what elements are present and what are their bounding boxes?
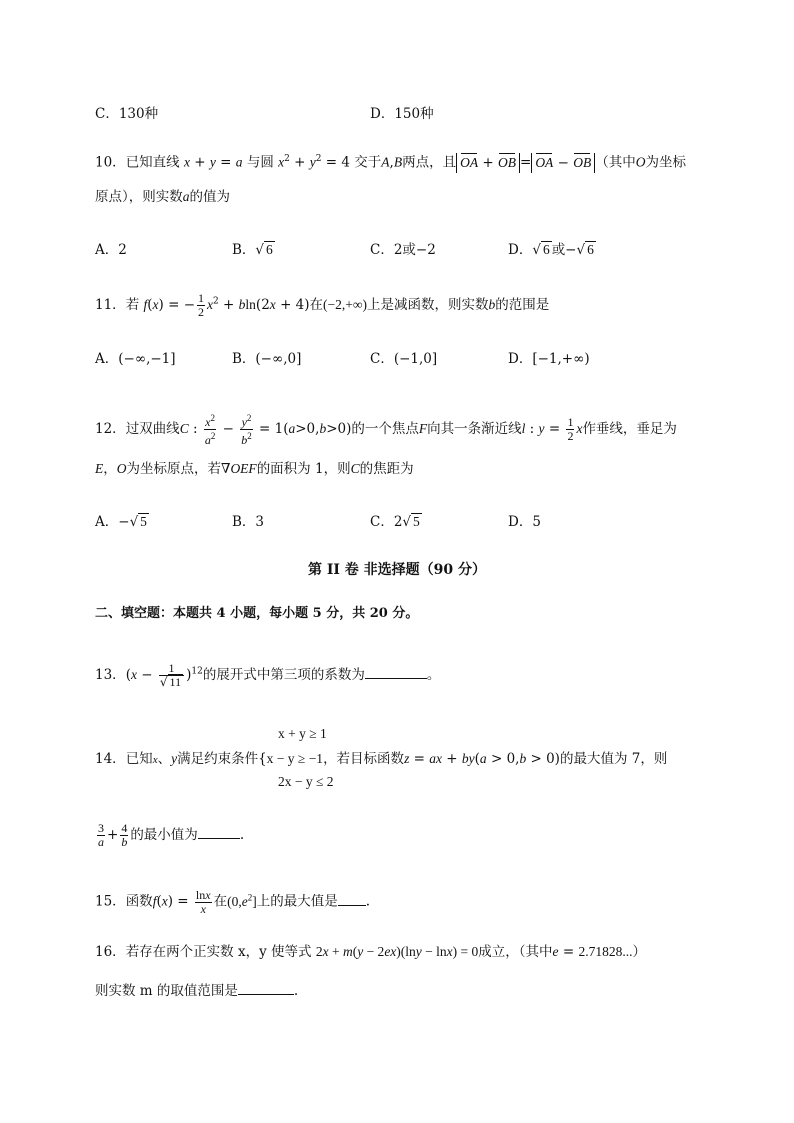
q15-stem: 15．函数f(x) = $\frac{\ln x}{x}$ 在$(0,e^2]$上的最大值是 . xyxy=(95,887,370,916)
q12-number: 12． xyxy=(95,421,126,437)
q16-stem-line1: 16．若存在两个正实数 x，y 使等式 2x + m(y − 2ex)(lny − lnx) = 0成立，（其中e = 2.71828...） xyxy=(95,944,646,960)
q15-number: 15． xyxy=(95,893,126,910)
q14-constraint-2: x − y ≥ −1 xyxy=(266,751,324,766)
q10-option-b: B．√ 6 xyxy=(232,242,273,258)
q12-option-a: A．−√ 5 xyxy=(95,514,147,530)
q11-option-d: D．[−1,+∞) xyxy=(508,351,590,367)
q11-option-a: A．(−∞,−1] xyxy=(95,351,176,367)
q10-number: 10． xyxy=(95,154,126,171)
vector-sum-abs: OA + OB xyxy=(456,153,520,173)
q10-option-c: C．2或−2 xyxy=(370,242,436,258)
q13-answer-blank[interactable] xyxy=(365,666,427,679)
q12-option-d: D．5 xyxy=(508,514,541,530)
q14-answer-blank[interactable] xyxy=(198,826,240,839)
q16-stem-line2: 则实数 m 的取值范围是 . xyxy=(95,983,299,999)
vector-diff-abs: OA − OB xyxy=(531,153,595,173)
q9-option-d: D．150种 xyxy=(370,106,434,122)
q10-option-a: A．2 xyxy=(95,242,127,258)
q15-answer-blank[interactable] xyxy=(338,893,366,906)
q10-stem-line2: 原点），则实数a的值为 xyxy=(95,189,230,205)
q12-stem-line1: 12．过双曲线C : $\frac{x^2}{a^2}$ − $\frac{y^2}{b^2}$ = 1(a>0,b>0)的一个焦点F向其一条渐近线l : y = $\frac{1}{2}$ x作垂线，垂足为 xyxy=(95,413,677,447)
q14-stem-line1: 14．已知x、y满足约束条件{x − y ≥ −1，若目标函数z = ax + by(a > 0,b > 0)的最大值为 7，则 xyxy=(95,751,668,767)
q16-answer-blank[interactable] xyxy=(238,982,294,995)
q9-option-c: C．130种 xyxy=(95,106,159,122)
q11-number: 11． xyxy=(95,297,126,313)
q10-option-d: D．√ 6 或−√ 6 xyxy=(508,242,594,258)
q11-option-b: B．(−∞,0] xyxy=(232,351,302,367)
q12-stem-line2: E，O为坐标原点，若∇OEF的面积为 1，则C的焦距为 xyxy=(95,461,414,477)
q13-number: 13． xyxy=(95,667,126,683)
q16-number: 16． xyxy=(95,944,126,960)
q12-option-b: B．3 xyxy=(232,514,265,530)
q14-stem-line2: $\frac{3}{a}$ + $\frac{4}{b}$ 的最小值为 . xyxy=(98,821,245,849)
q11-stem: 11．若 f(x) = − $\frac{1}{2}$ $x^2 + bln(2x + 4)$在(−2,+∞)上是减函数，则实数b的范围是 xyxy=(95,291,550,319)
q14-number: 14． xyxy=(95,751,126,767)
q12-option-c: C．2√ 5 xyxy=(370,514,420,530)
q13-stem: 13．(x − $\frac{1}{√ 11}$ )$^{12}$的展开式中第三项的系数为 。 xyxy=(95,661,441,689)
section2-heading: 二、填空题：本题共 4 小题，每小题 5 分，共 20 分。 xyxy=(95,606,419,621)
q10-stem-line1: 10．已知直线 x + y = a 与圆 $x^2 + y^2 = 4$ 交于A,B两点，且 OA + OB = OA − OB （其中O为坐标 xyxy=(95,154,686,171)
q14-constraint-3: 2x − y ≤ 2 xyxy=(278,774,334,789)
q14-constraint-1: x + y ≥ 1 xyxy=(278,726,327,741)
q11-option-c: C．(−1,0] xyxy=(370,351,438,367)
part2-title: 第 II 卷 非选择题（90 分） xyxy=(307,562,487,578)
